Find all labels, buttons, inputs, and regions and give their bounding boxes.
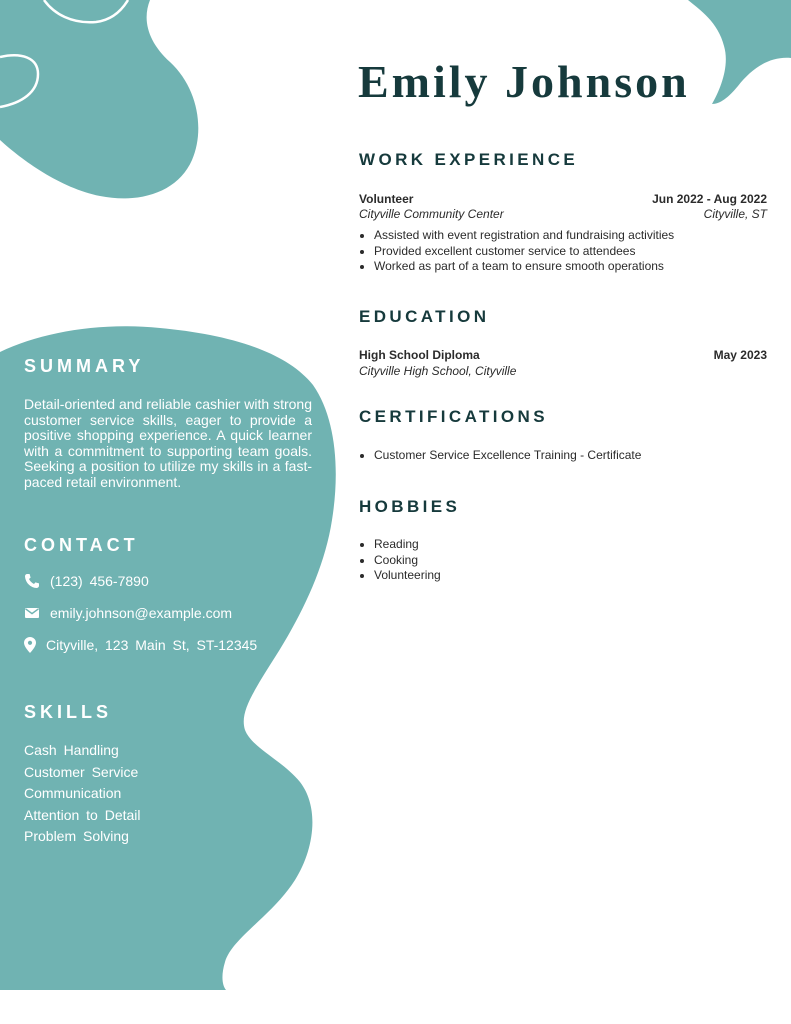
education-degree: High School Diploma [359,348,480,362]
top-right-blob [688,0,791,104]
work-entry-dates: Jun 2022 - Aug 2022 [652,192,767,206]
work-bullet: • Assisted with event registration and fundraising activities [374,228,674,244]
certification-item: • Customer Service Excellence Training - Certificate [374,448,641,464]
work-entry-title: Volunteer [359,192,414,206]
work-bullet: • Provided excellent customer service to attendees [374,244,674,260]
certifications-heading: CERTIFICATIONS [359,407,548,426]
education-heading: EDUCATION [359,307,490,326]
certifications-list [359,448,641,464]
summary-text: Detail-oriented and reliable cashier with strong customer service skills, eager to provide a positive shopping experience. A quick learner with a commitment to supporting team goals. Seeking a position to utilize my skills in a fast-paced retail environment. [24,396,312,490]
skill-item: Cash Handling [24,742,119,758]
skills-heading: SKILLS [24,702,113,722]
contact-email-text: emily.johnson@example.com [50,605,233,621]
summary-heading: SUMMARY [24,356,145,376]
hobbies-heading: HOBBIES [359,497,461,516]
education-school: Cityville High School, Cityville [359,364,517,378]
contact-phone[interactable] [24,573,149,589]
skills-list [24,740,141,848]
skill-item: Customer Service [24,763,139,780]
education-date: May 2023 [713,348,767,362]
candidate-name: Emily Johnson [358,56,690,107]
contact-heading: CONTACT [24,535,139,555]
work-experience-heading: WORK EXPERIENCE [359,150,579,169]
contact-address [24,637,257,653]
education-entry-header [359,348,767,362]
hobby-item: • Cooking [374,553,441,569]
hobby-item: • Reading [374,537,441,553]
hobbies-list [359,537,441,584]
top-left-blob [0,0,198,198]
education-entry-subheader [359,364,767,378]
skill-item: Communication [24,785,122,801]
skill-item: Attention to Detail [24,806,141,823]
skill-item: Problem Solving [24,828,129,844]
envelope-icon [24,605,40,621]
contact-email[interactable] [24,605,232,621]
hobby-item: • Volunteering [374,568,441,584]
work-bullet: • Worked as part of a team to ensure smooth operations [374,259,674,275]
contact-phone-text: (123) 456-7890 [50,573,149,589]
work-entry-subheader [359,207,767,221]
contact-address-text: Cityville, 123 Main St, ST-12345 [46,637,258,653]
map-pin-icon [24,637,36,653]
work-entry-organization: Cityville Community Center [359,207,504,221]
work-entry-header [359,192,767,206]
work-entry-location: Cityville, ST [703,207,767,221]
work-entry-bullets [359,228,674,275]
phone-icon [24,573,40,589]
